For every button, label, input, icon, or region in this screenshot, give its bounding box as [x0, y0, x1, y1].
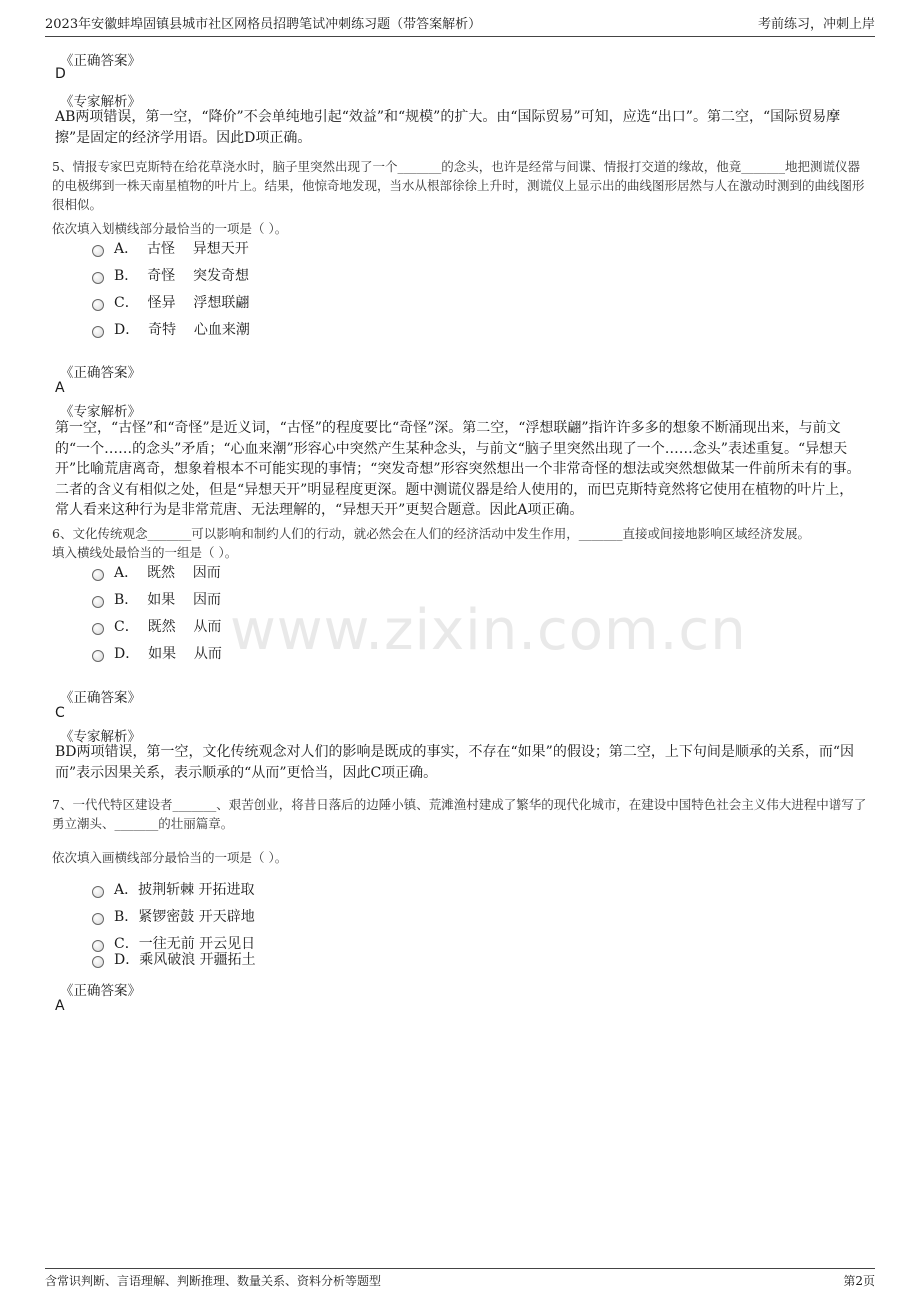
option-label: B．紧锣密鼓 开天辟地: [114, 909, 255, 925]
radio-icon[interactable]: [92, 623, 104, 635]
analysis-label: 《专家解析》: [60, 729, 141, 745]
option-a[interactable]: [92, 563, 221, 583]
radio-icon[interactable]: [92, 299, 104, 311]
answer-value: C: [55, 705, 65, 721]
answer-value: D: [55, 66, 66, 82]
answer-label: 《正确答案》: [60, 690, 141, 706]
document-title: 2023年安徽蚌埠固镇县城市社区网格员招聘笔试冲刺练习题（带答案解析）: [45, 17, 482, 32]
analysis-label: 《专家解析》: [60, 404, 141, 420]
option-a[interactable]: [92, 880, 255, 900]
option-label: D．乘风破浪 开疆拓土: [114, 952, 256, 968]
question-text: 6、文化传统观念_______可以影响和制约人们的行动，就必然会在人们的经济活动中发生作用，_______直接或间接地影响区域经济发展。: [52, 526, 810, 541]
option-b[interactable]: [92, 907, 255, 927]
radio-icon[interactable]: [92, 596, 104, 608]
option-a[interactable]: [92, 239, 249, 259]
page-header: [45, 10, 875, 37]
radio-icon[interactable]: [92, 245, 104, 257]
answer-label: 《正确答案》: [60, 53, 141, 69]
question-instruction: 填入横线处最恰当的一组是（ ）。: [52, 545, 238, 560]
option-label: B． 奇怪 突发奇想: [114, 268, 249, 284]
option-label: C． 既然 从而: [114, 619, 222, 635]
radio-icon[interactable]: [92, 650, 104, 662]
radio-icon[interactable]: [92, 326, 104, 338]
option-b[interactable]: [92, 590, 221, 610]
question-instruction: 依次填入画横线部分最恰当的一项是（ ）。: [52, 850, 288, 865]
option-b[interactable]: [92, 266, 249, 286]
radio-icon[interactable]: [92, 956, 104, 968]
analysis-text: 第一空，“古怪”和“奇怪”是近义词，“古怪”的程度要比“奇怪”深。第二空，“浮想联翩”指许许多多的想象不断涌现出来，与前文的“一个……的念头”矛盾；“心血来潮”形容心中突然产生某种念头，与前文“脑子里突然出现了一个……念头”表述重复。“异想天开”比喻荒唐离奇，想象着根本不可能实现的事情；“突发奇想”形容突然想出一个非常奇怪的想法或突然想做某一件前所未有的事。二者的含义有相似之处，但是“异想天开”明显程度更深。题中测谎仪器是给人使用的，而巴克斯特竟然将它使用在植物的叶片上，常人看来这种行为是非常荒唐、无法理解的，“异想天开”更契合题意。因此A项正确。: [55, 420, 861, 518]
footer-description: 含常识判断、言语理解、判断推理、数量关系、资料分析等题型: [45, 1274, 382, 1288]
analysis-text: BD两项错误，第一空，文化传统观念对人们的影响是既成的事实，不存在“如果”的假设；第二空，上下句间是顺承的关系，而“因而”表示因果关系，表示顺承的“从而”更恰当，因此C项正确。: [55, 744, 854, 781]
option-d[interactable]: [92, 644, 222, 664]
option-d[interactable]: [92, 320, 250, 340]
option-label: A．披荆斩棘 开拓进取: [114, 882, 255, 898]
option-label: A． 古怪 异想天开: [114, 241, 249, 257]
header-slogan: 考前练习，冲刺上岸: [757, 17, 875, 32]
question-instruction: 依次填入划横线部分最恰当的一项是（ ）。: [52, 221, 288, 236]
analysis-label: 《专家解析》: [60, 94, 141, 110]
answer-label: 《正确答案》: [60, 365, 141, 381]
watermark: www.zixin.com.cn: [230, 598, 747, 663]
radio-icon[interactable]: [92, 913, 104, 925]
option-d[interactable]: [92, 950, 256, 970]
option-label: C． 怪异 浮想联翩: [114, 295, 250, 311]
option-c[interactable]: [92, 617, 221, 637]
option-c[interactable]: [92, 293, 249, 313]
answer-value: A: [55, 998, 65, 1014]
question-text: 5、情报专家巴克斯特在给花草浇水时，脑子里突然出现了一个_______的念头，也许是经常与间谍、情报打交道的缘故，他竟_______地把测谎仪器的电极绑到一株天南星植物的叶片上。结果，他惊奇地发现，当水从根部徐徐上升时，测谎仪上显示出的曲线图形居然与人在激动时测到的曲线图形很相似。: [52, 159, 865, 212]
option-label: C．一往无前 开云见日: [114, 936, 256, 952]
option-label: A． 既然 因而: [114, 565, 221, 581]
radio-icon[interactable]: [92, 569, 104, 581]
page-number: 第2页: [843, 1274, 875, 1288]
option-label: D． 奇特 心血来潮: [114, 322, 250, 338]
answer-value: A: [55, 380, 65, 396]
radio-icon[interactable]: [92, 272, 104, 284]
question-text: 7、一代代特区建设者_______、艰苦创业，将昔日落后的边陲小镇、荒滩渔村建成了繁华的现代化城市，在建设中国特色社会主义伟大进程中谱写了勇立潮头、_______的壮丽篇章。: [52, 797, 867, 831]
analysis-text: AB两项错误，第一空，“降价”不会单纯地引起“效益”和“规模”的扩大。由“国际贸易”可知，应选“出口”。第二空，“国际贸易摩擦”是固定的经济学用语。因此D项正确。: [55, 109, 841, 146]
option-label: B． 如果 因而: [114, 592, 221, 608]
radio-icon[interactable]: [92, 886, 104, 898]
page-footer: [45, 1268, 875, 1293]
answer-label: 《正确答案》: [60, 983, 141, 999]
option-label: D． 如果 从而: [114, 646, 222, 662]
